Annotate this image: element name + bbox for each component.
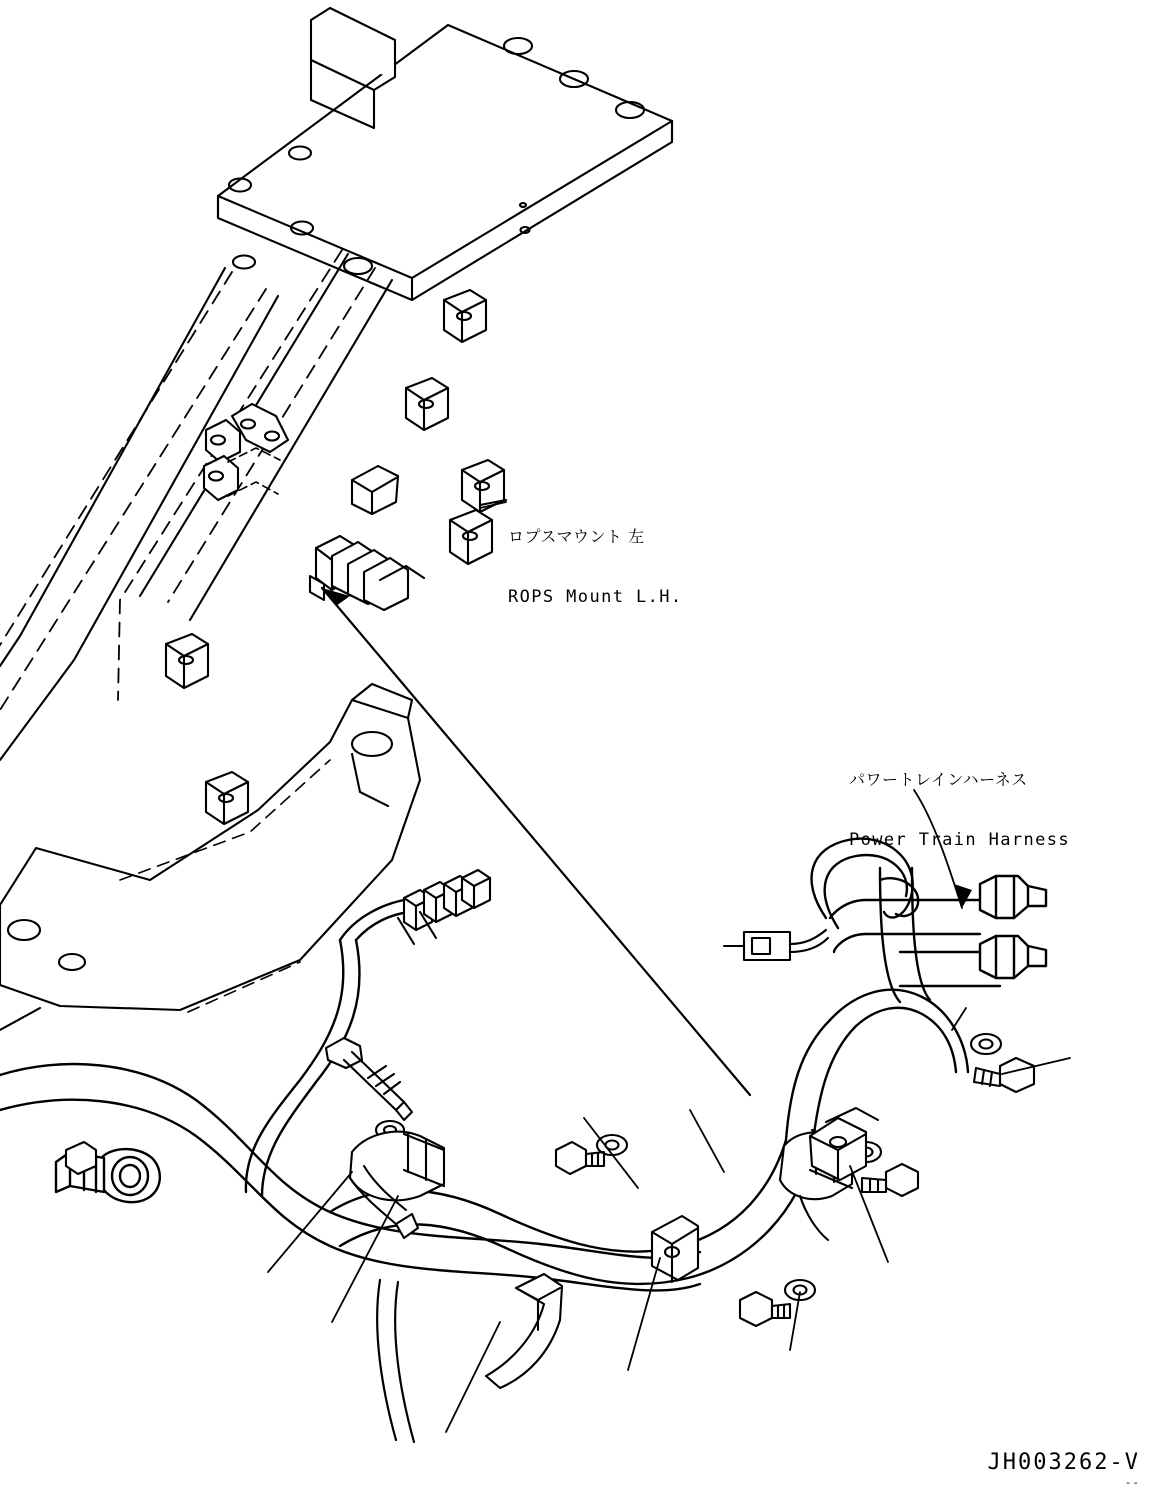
leader-lines-lower <box>268 1008 1070 1432</box>
callout-power-train-harness <box>849 730 1070 891</box>
mount-bracket-pair <box>204 404 288 500</box>
connector-small <box>724 930 828 960</box>
callout-rops-mount <box>508 487 683 648</box>
callout-power-train-harness-en: Power Train Harness <box>849 830 1071 850</box>
harness-tail-bottom <box>377 1280 414 1442</box>
chassis-frame-plate <box>0 684 420 1030</box>
drawing-number: JH003262-V <box>987 1450 1140 1475</box>
callout-power-train-harness-jp: パワートレインハーネス <box>849 770 1028 789</box>
cable-clamp-row <box>398 870 490 944</box>
callout-rops-mount-jp: ロプスマウント 左 <box>508 527 645 546</box>
callout-rops-mount-en: ROPS Mount L.H. <box>508 587 683 607</box>
rops-mount-top-plate <box>218 8 672 300</box>
angle-clip-group <box>310 466 424 610</box>
drawing-number-sub: -- <box>1124 1476 1140 1489</box>
